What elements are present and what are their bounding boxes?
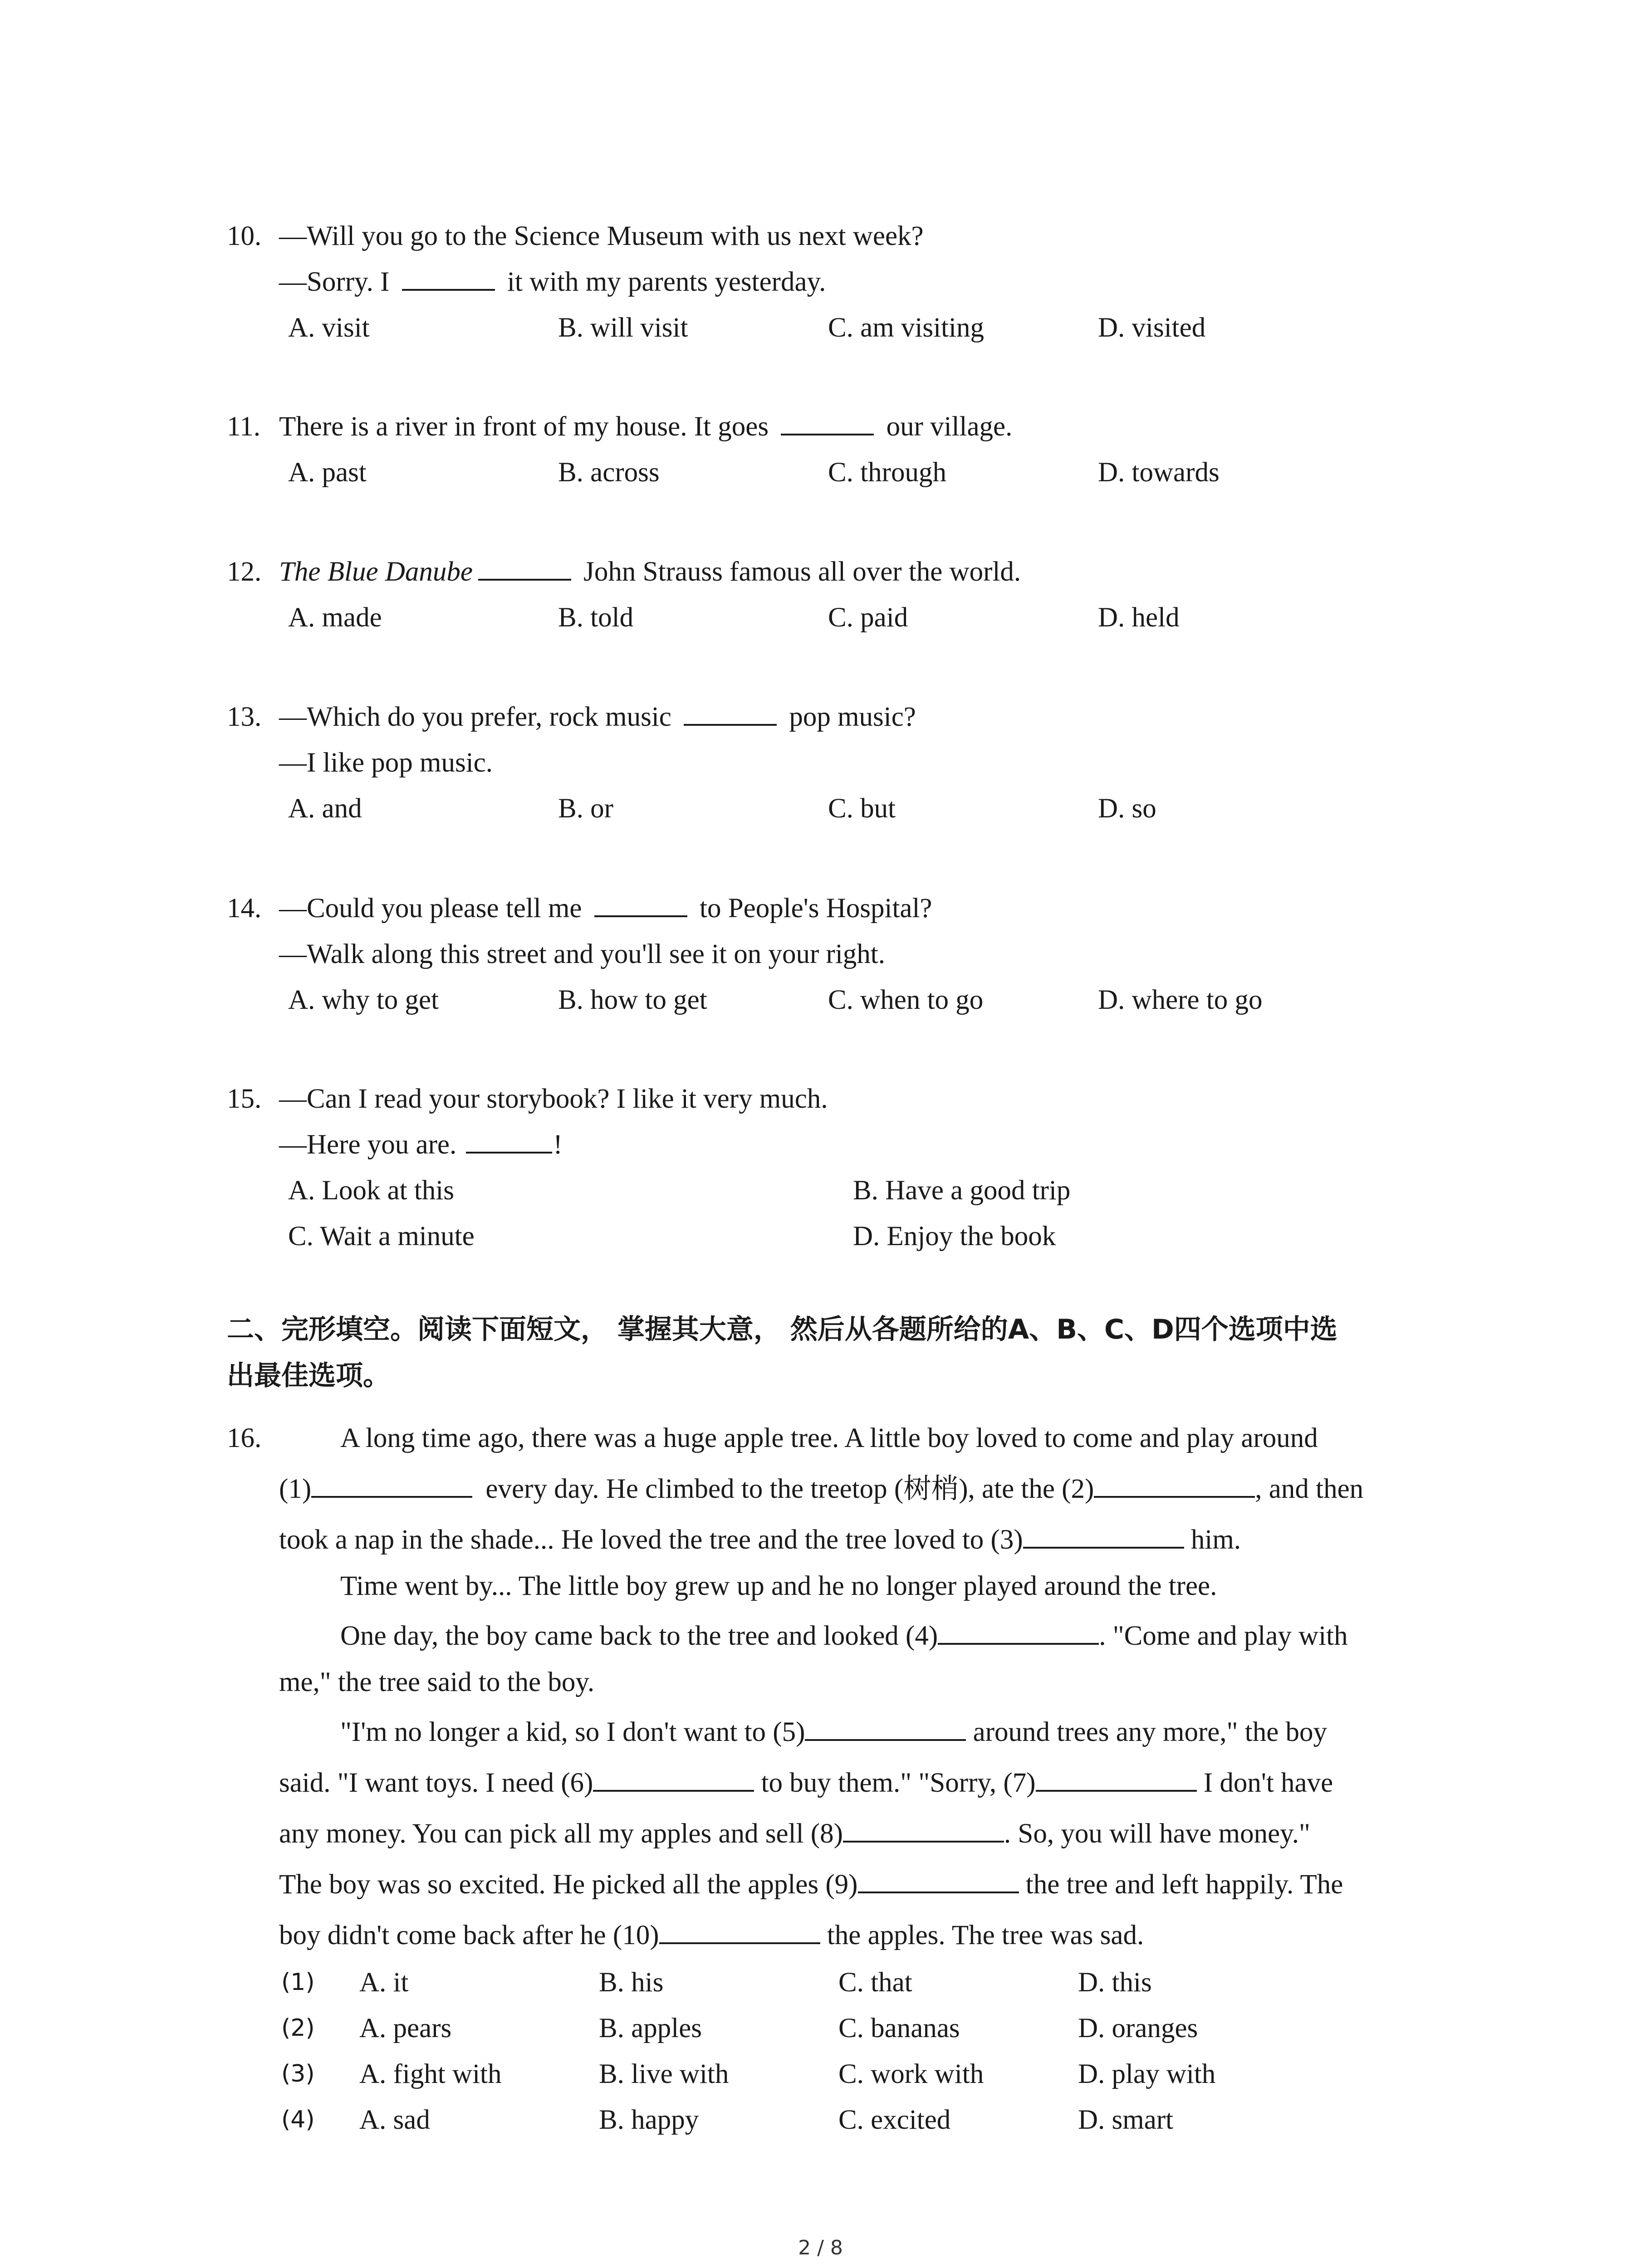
- option-b[interactable]: B. apples: [599, 2013, 702, 2043]
- cloze-item-number: (3): [281, 2060, 315, 2087]
- options: [288, 305, 1422, 351]
- option-d[interactable]: D. so: [1098, 793, 1156, 824]
- question-number: 11.: [227, 411, 260, 442]
- passage-line: took a nap in the shade... He loved the tree and the tree loved to (3) him.: [279, 1515, 1241, 1565]
- option-b[interactable]: B. his: [599, 1967, 664, 1998]
- option-a[interactable]: A. made: [288, 602, 382, 633]
- question-number: 12.: [227, 557, 262, 587]
- section-heading-line1: 二、完形填空。阅读下面短文， 掌握其大意， 然后从各题所给的A、B、C、D四个选项中选: [227, 1314, 1337, 1345]
- question-stem: —Could you please tell me to People's Hospital?: [279, 885, 932, 931]
- question-stem: There is a river in front of my house. It goes our village.: [279, 404, 1012, 450]
- option-b[interactable]: B. Have a good trip: [853, 1175, 1071, 1206]
- question-stem: —Which do you prefer, rock music pop music?: [279, 694, 916, 740]
- passage-line: me," the tree said to the boy.: [279, 1667, 595, 1697]
- option-c[interactable]: C. work with: [838, 2059, 984, 2089]
- option-d[interactable]: D. visited: [1098, 313, 1206, 343]
- option-b[interactable]: B. told: [558, 602, 634, 633]
- answer-blank[interactable]: [781, 407, 874, 435]
- passage-line: The boy was so excited. He picked all the apples (9) the tree and left happily. The: [279, 1859, 1343, 1910]
- passage-line: Time went by... The little boy grew up and he no longer played around the tree.: [340, 1571, 1217, 1601]
- option-c[interactable]: C. through: [828, 457, 946, 488]
- page-number: 2 / 8: [798, 2236, 843, 2259]
- question-stem: The Blue Danube John Strauss famous all over the world.: [279, 549, 1021, 595]
- cloze-options-3: [281, 2051, 1416, 2097]
- option-d[interactable]: D. where to go: [1098, 985, 1263, 1015]
- passage-line: boy didn't come back after he (10) the apples. The tree was sad.: [279, 1910, 1144, 1961]
- option-c[interactable]: C. but: [828, 793, 896, 824]
- option-a[interactable]: A. past: [288, 457, 367, 488]
- cloze-blank-4[interactable]: [938, 1617, 1099, 1645]
- passage-line: said. "I want toys. I need (6) to buy them." "Sorry, (7) I don't have: [279, 1758, 1333, 1809]
- question-12: [227, 549, 1474, 640]
- cloze-blank-7[interactable]: [1036, 1764, 1197, 1792]
- option-c[interactable]: C. when to go: [828, 985, 984, 1015]
- cloze-blank-6[interactable]: [593, 1764, 754, 1792]
- passage-line: any money. You can pick all my apples and sell (8) . So, you will have money.": [279, 1809, 1310, 1859]
- section-heading: [227, 1306, 1452, 1399]
- option-d[interactable]: D. oranges: [1078, 2013, 1198, 2043]
- question-10: [227, 213, 1474, 351]
- cloze-blank-10[interactable]: [659, 1916, 820, 1944]
- option-c[interactable]: C. bananas: [838, 2013, 960, 2043]
- option-a[interactable]: A. and: [288, 793, 362, 824]
- cloze-item-number: (2): [281, 2014, 315, 2042]
- song-title: The Blue Danube: [279, 557, 473, 587]
- option-b[interactable]: B. happy: [599, 2105, 699, 2135]
- option-c[interactable]: C. am visiting: [828, 313, 984, 343]
- passage-line: "I'm no longer a kid, so I don't want to (5) around trees any more," the boy: [340, 1707, 1327, 1758]
- options-row-2: [288, 1213, 1422, 1259]
- option-d[interactable]: D. play with: [1078, 2059, 1216, 2089]
- question-stem-line2: —Here you are. !: [279, 1122, 563, 1168]
- question-15: [227, 1076, 1474, 1259]
- options: [288, 786, 1422, 831]
- question-number: 15.: [227, 1084, 262, 1114]
- option-c[interactable]: C. that: [838, 1967, 912, 1998]
- section-heading-line2: 出最佳选项。: [227, 1360, 390, 1392]
- cloze-blank-2[interactable]: [1094, 1470, 1255, 1498]
- question-14: [227, 885, 1474, 1023]
- option-a[interactable]: A. fight with: [359, 2059, 502, 2089]
- question-number: 14.: [227, 893, 262, 924]
- cloze-blank-9[interactable]: [858, 1865, 1019, 1893]
- options-row-1: [288, 1168, 1422, 1213]
- cloze-blank-3[interactable]: [1023, 1520, 1184, 1549]
- option-b[interactable]: B. or: [558, 793, 613, 824]
- option-a[interactable]: A. it: [359, 1967, 409, 1998]
- option-b[interactable]: B. will visit: [558, 313, 688, 343]
- question-stem: —Will you go to the Science Museum with us next week?: [279, 221, 924, 251]
- question-number: 16.: [227, 1423, 262, 1453]
- option-c[interactable]: C. Wait a minute: [288, 1221, 475, 1251]
- cloze-blank-1[interactable]: [311, 1470, 472, 1498]
- option-d[interactable]: D. this: [1078, 1967, 1152, 1998]
- option-a[interactable]: A. sad: [359, 2105, 430, 2135]
- cloze-options-4: [281, 2097, 1416, 2143]
- option-d[interactable]: D. towards: [1098, 457, 1220, 488]
- option-a[interactable]: A. why to get: [288, 985, 439, 1015]
- cloze-blank-8[interactable]: [843, 1814, 1004, 1843]
- options: [288, 977, 1422, 1023]
- passage-line: A long time ago, there was a huge apple tree. A little boy loved to come and play around: [340, 1423, 1318, 1453]
- question-number: 13.: [227, 702, 262, 732]
- option-b[interactable]: B. across: [558, 457, 660, 488]
- answer-blank[interactable]: [684, 698, 777, 726]
- option-d[interactable]: D. Enjoy the book: [853, 1221, 1056, 1251]
- question-13: [227, 694, 1474, 831]
- passage-line: (1) every day. He climbed to the treetop (树梢), ate the (2) , and then: [279, 1464, 1363, 1515]
- question-number: 10.: [227, 221, 262, 251]
- option-b[interactable]: B. live with: [599, 2059, 729, 2089]
- question-stem-line2: —Sorry. I it with my parents yesterday.: [279, 259, 826, 305]
- option-d[interactable]: D. held: [1098, 602, 1180, 633]
- answer-blank[interactable]: [478, 552, 571, 581]
- cloze-blank-5[interactable]: [805, 1713, 966, 1741]
- option-c[interactable]: C. paid: [828, 602, 908, 633]
- answer-blank[interactable]: [466, 1125, 552, 1154]
- cloze-options-1: [281, 1960, 1416, 2005]
- question-stem-line2: —Walk along this street and you'll see it on your right.: [279, 939, 885, 969]
- options: [288, 595, 1422, 640]
- cloze-item-number: (4): [281, 2106, 315, 2133]
- question-stem-line2: —I like pop music.: [279, 748, 493, 778]
- passage-line: One day, the boy came back to the tree and looked (4) . "Come and play with: [340, 1611, 1348, 1662]
- option-b[interactable]: B. how to get: [558, 985, 707, 1015]
- answer-blank[interactable]: [402, 263, 495, 291]
- options: [288, 450, 1422, 495]
- option-a[interactable]: A. visit: [288, 313, 370, 343]
- option-a[interactable]: A. pears: [359, 2013, 452, 2043]
- question-11: [227, 404, 1474, 495]
- answer-blank[interactable]: [594, 889, 687, 917]
- option-a[interactable]: A. Look at this: [288, 1175, 454, 1206]
- option-d[interactable]: D. smart: [1078, 2105, 1174, 2135]
- cloze-options-2: [281, 2005, 1416, 2051]
- cloze-item-number: (1): [281, 1969, 315, 1996]
- question-stem: —Can I read your storybook? I like it very much.: [279, 1084, 828, 1114]
- option-c[interactable]: C. excited: [838, 2105, 951, 2135]
